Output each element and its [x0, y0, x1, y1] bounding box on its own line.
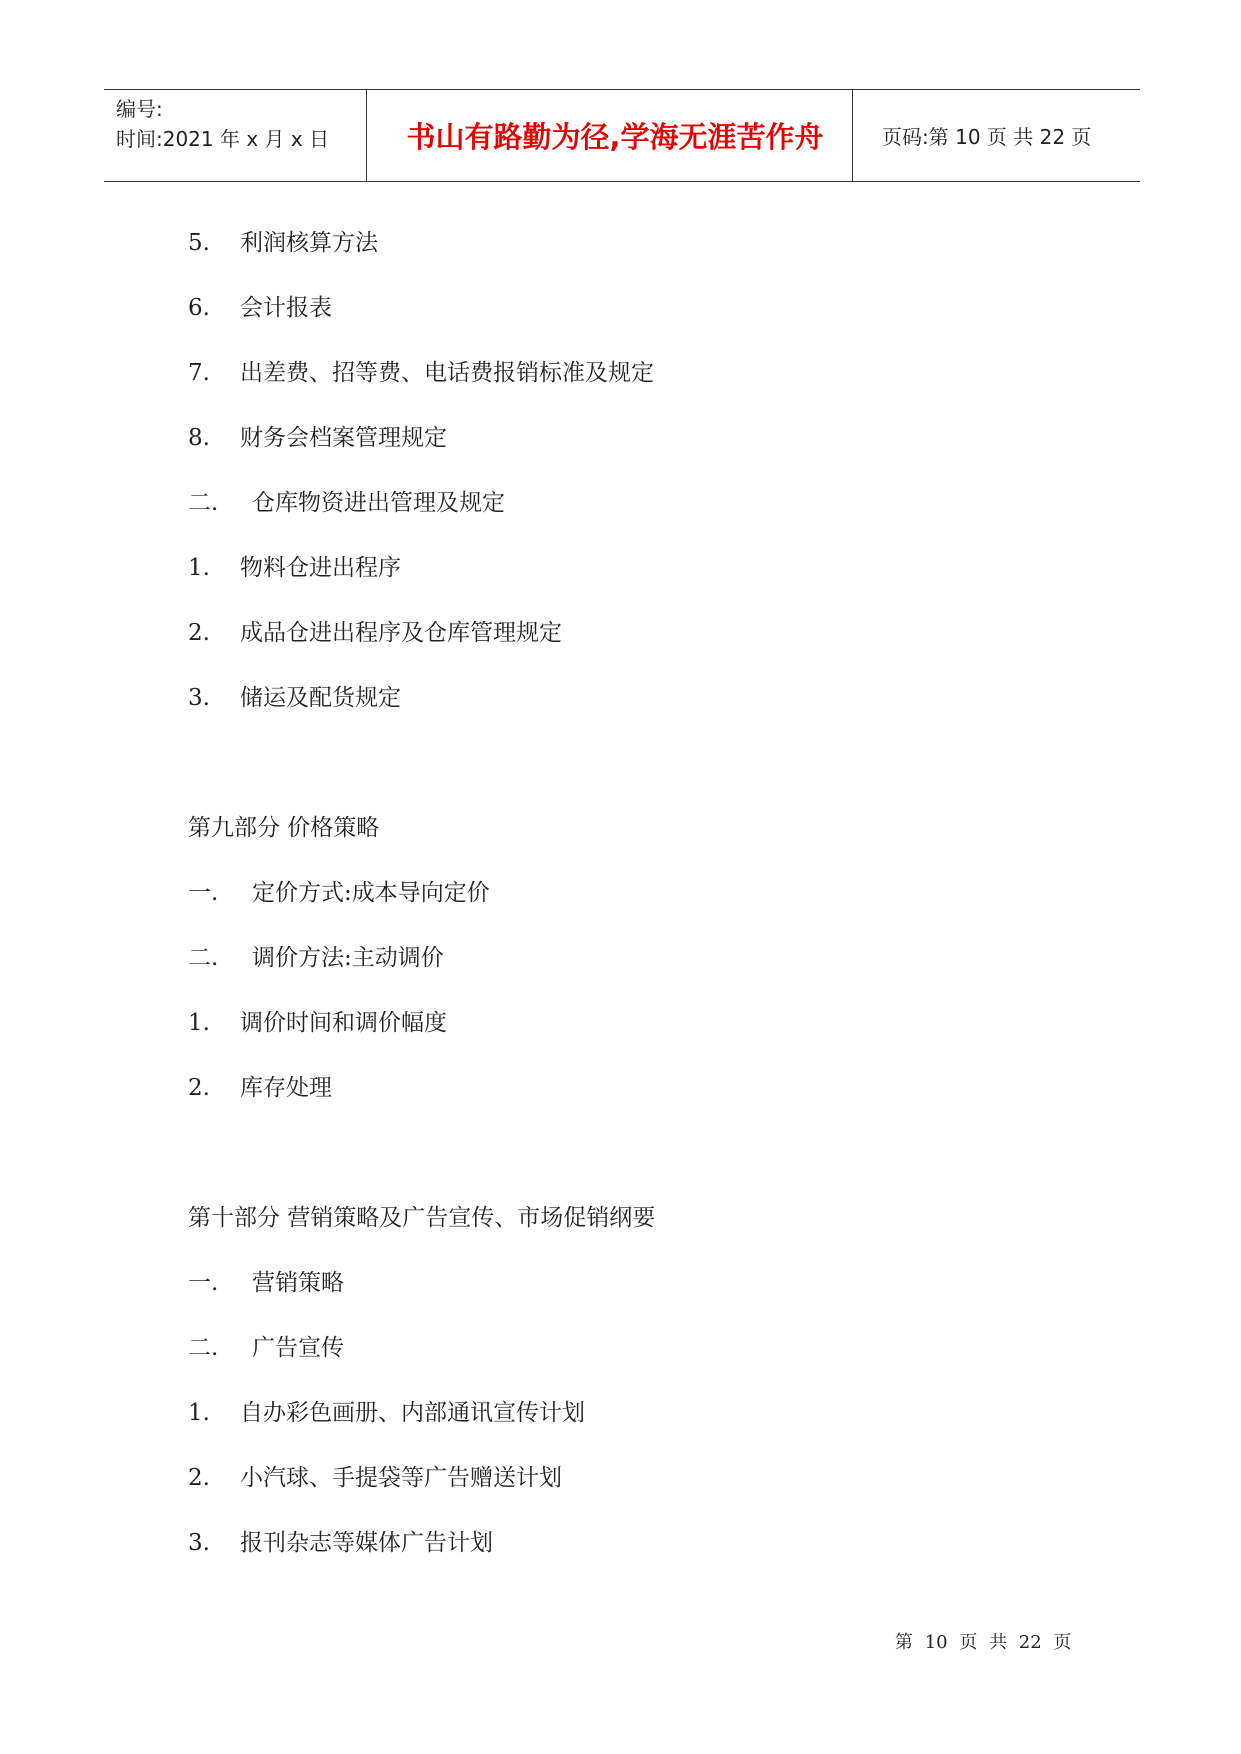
list-item: 7. 出差费、招等费、电话费报销标准及规定 — [188, 360, 654, 386]
header-divider — [852, 90, 853, 181]
section-heading: 二. 仓库物资进出管理及规定 — [188, 490, 505, 516]
section-heading: 一. 定价方式:成本导向定价 — [188, 880, 490, 906]
part-heading: 第九部分 价格策略 — [188, 815, 380, 841]
header-motto: 书山有路勤为径,学海无涯苦作舟 — [406, 120, 824, 154]
list-item: 8. 财务会档案管理规定 — [188, 425, 447, 451]
page-footer: 第 10 页 共 22 页 — [895, 1632, 1072, 1653]
header-info — [116, 94, 329, 154]
header-page-number: 页码:第 10 页 共 22 页 — [882, 125, 1092, 149]
section-heading: 二. 调价方法:主动调价 — [188, 945, 444, 971]
list-item: 2. 库存处理 — [188, 1075, 332, 1101]
list-item: 1. 自办彩色画册、内部通讯宣传计划 — [188, 1400, 585, 1426]
time-label: 时间:2021 年 x 月 x 日 — [116, 127, 330, 151]
list-item: 2. 成品仓进出程序及仓库管理规定 — [188, 620, 562, 646]
part-heading: 第十部分 营销策略及广告宣传、市场促销纲要 — [188, 1205, 656, 1231]
list-item: 2. 小汽球、手提袋等广告赠送计划 — [188, 1465, 562, 1491]
section-heading: 二. 广告宣传 — [188, 1335, 344, 1361]
list-item: 1. 调价时间和调价幅度 — [188, 1010, 447, 1036]
list-item: 5. 利润核算方法 — [188, 230, 378, 256]
list-item: 1. 物料仓进出程序 — [188, 555, 401, 581]
section-heading: 一. 营销策略 — [188, 1270, 344, 1296]
header-divider — [366, 90, 367, 181]
serial-label: 编号: — [116, 97, 163, 121]
page-header — [104, 89, 1140, 182]
list-item: 3. 报刊杂志等媒体广告计划 — [188, 1530, 493, 1556]
list-item: 3. 储运及配货规定 — [188, 685, 401, 711]
list-item: 6. 会计报表 — [188, 295, 332, 321]
